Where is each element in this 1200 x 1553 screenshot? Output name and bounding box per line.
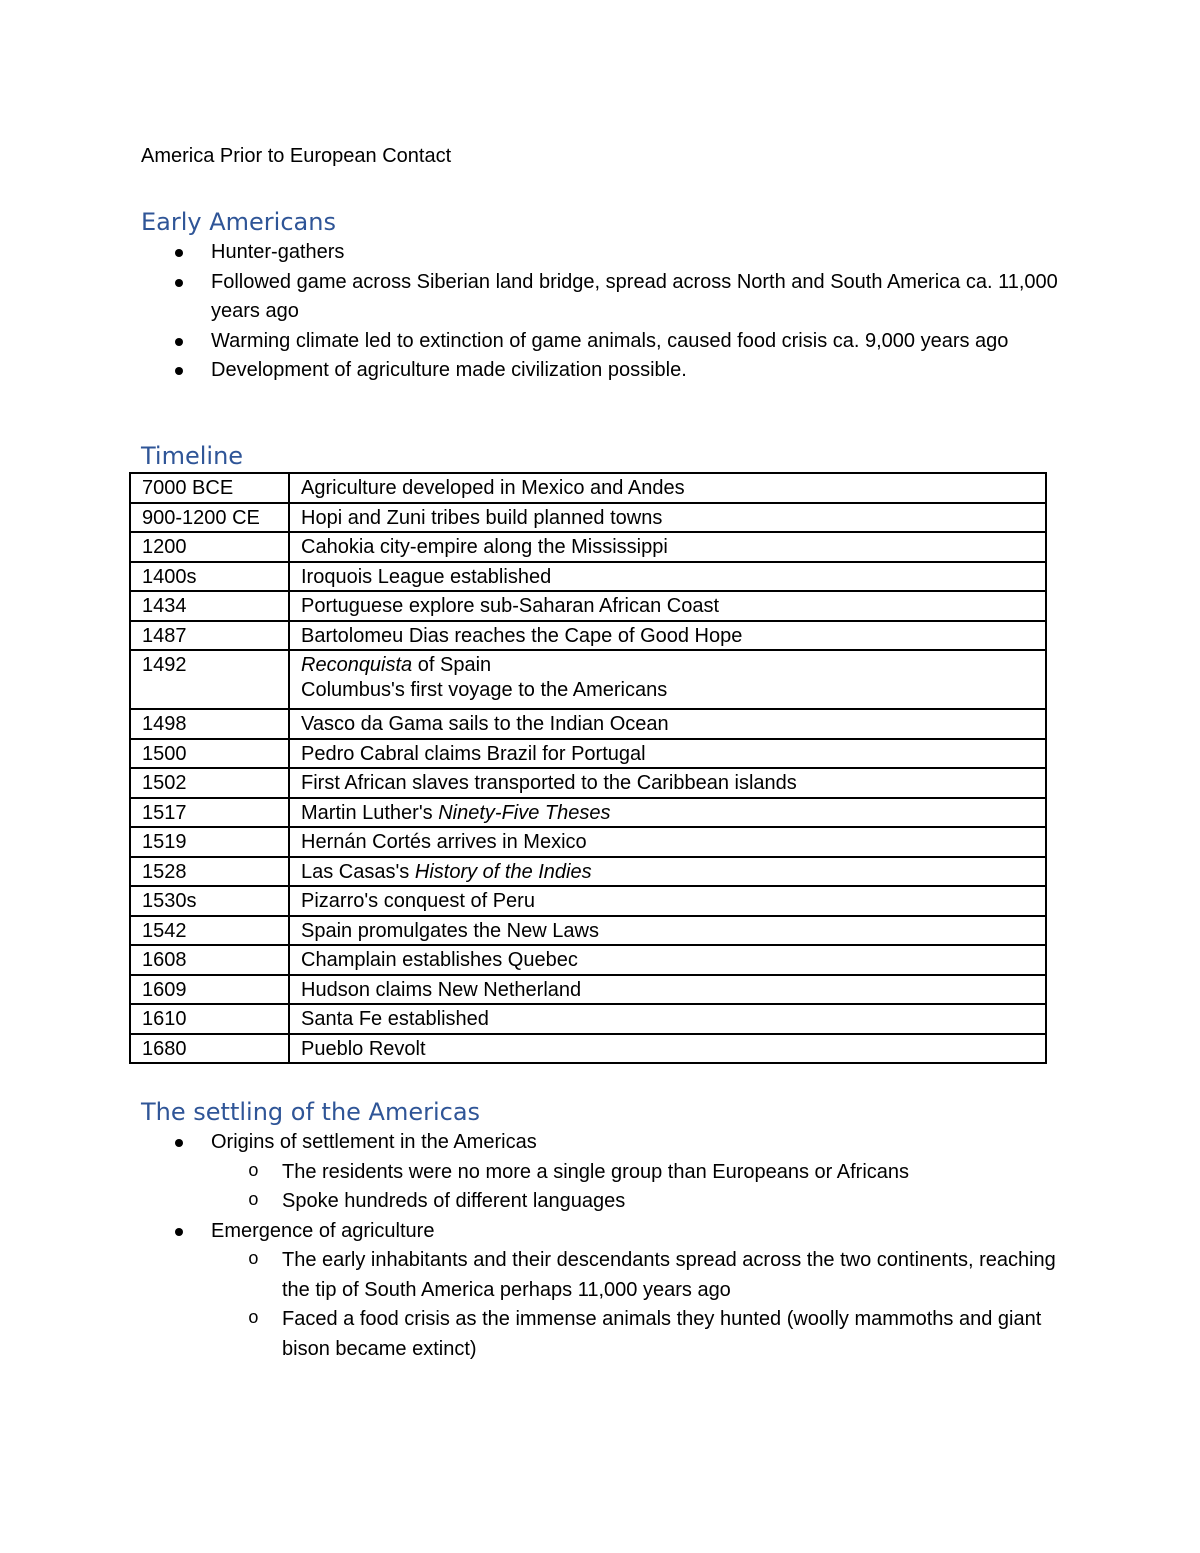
list-item: Hunter-gathers	[141, 238, 1061, 268]
timeline-event: Champlain establishes Quebec	[289, 945, 1046, 975]
table-row	[130, 621, 1046, 651]
list-item: Warming climate led to extinction of game animals, caused food crisis ca. 9,000 years ago	[141, 327, 1061, 357]
table-row	[130, 768, 1046, 798]
table-row	[130, 975, 1046, 1005]
table-row	[130, 503, 1046, 533]
table-row	[130, 709, 1046, 739]
event-text: Martin Luther's	[301, 801, 439, 824]
settling-list	[141, 1128, 1061, 1364]
heading-early-americans: Early Americans	[141, 208, 336, 236]
timeline-year: 900-1200 CE	[130, 503, 289, 533]
timeline-event: Hopi and Zuni tribes build planned towns	[289, 503, 1046, 533]
timeline-event: Spain promulgates the New Laws	[289, 916, 1046, 946]
timeline-event: Pizarro's conquest of Peru	[289, 886, 1046, 916]
event-text: Las Casas's	[301, 860, 415, 883]
early-americans-list	[141, 238, 1061, 386]
timeline-year: 1608	[130, 945, 289, 975]
sub-list-item: o The early inhabitants and their descendants spread across the two continents, reaching the tip of South America perhaps 11,000 years ago	[141, 1246, 1061, 1305]
timeline-year: 1680	[130, 1034, 289, 1064]
table-row	[130, 857, 1046, 887]
timeline-event	[289, 650, 1046, 709]
timeline-event: Bartolomeu Dias reaches the Cape of Good Hope	[289, 621, 1046, 651]
table-row	[130, 1034, 1046, 1064]
document-title: America Prior to European Contact	[141, 145, 452, 167]
table-row	[130, 916, 1046, 946]
list-item: Emergence of agriculture	[141, 1217, 1061, 1247]
table-row	[130, 591, 1046, 621]
table-row	[130, 473, 1046, 503]
timeline-event: Pedro Cabral claims Brazil for Portugal	[289, 739, 1046, 769]
timeline-event: Iroquois League established	[289, 562, 1046, 592]
timeline-event: Portuguese explore sub-Saharan African Coast	[289, 591, 1046, 621]
timeline-year: 1502	[130, 768, 289, 798]
timeline-event: Hudson claims New Netherland	[289, 975, 1046, 1005]
event-text: of Spain	[412, 654, 492, 676]
event-italic-title: Reconquista	[301, 654, 413, 676]
timeline-year: 1400s	[130, 562, 289, 592]
timeline-year: 1517	[130, 798, 289, 828]
timeline-year: 1519	[130, 827, 289, 857]
timeline-year: 7000 BCE	[130, 473, 289, 503]
event-italic-title: Ninety-Five Theses	[438, 801, 611, 824]
list-item: Origins of settlement in the Americas	[141, 1128, 1061, 1158]
timeline-year: 1609	[130, 975, 289, 1005]
event-text: Columbus's first voyage to the Americans	[301, 679, 668, 701]
timeline-year: 1542	[130, 916, 289, 946]
timeline-year: 1200	[130, 532, 289, 562]
timeline-event: Vasco da Gama sails to the Indian Ocean	[289, 709, 1046, 739]
table-row	[130, 945, 1046, 975]
heading-timeline: Timeline	[141, 442, 244, 470]
timeline-event: Hernán Cortés arrives in Mexico	[289, 827, 1046, 857]
event-italic-title: History of the Indies	[414, 860, 592, 883]
timeline-year: 1434	[130, 591, 289, 621]
timeline-year: 1487	[130, 621, 289, 651]
table-row	[130, 739, 1046, 769]
timeline-event	[289, 857, 1046, 887]
timeline-year: 1530s	[130, 886, 289, 916]
table-row	[130, 532, 1046, 562]
timeline-year: 1500	[130, 739, 289, 769]
timeline-year: 1610	[130, 1004, 289, 1034]
sub-list-item: o The residents were no more a single group than Europeans or Africans	[141, 1158, 1061, 1188]
sub-list-item: o Faced a food crisis as the immense animals they hunted (woolly mammoths and giant bison became extinct)	[141, 1305, 1061, 1364]
table-row	[130, 886, 1046, 916]
timeline-event: Pueblo Revolt	[289, 1034, 1046, 1064]
table-row	[130, 650, 1046, 709]
timeline-event: Cahokia city-empire along the Mississippi	[289, 532, 1046, 562]
table-row	[130, 562, 1046, 592]
table-row	[130, 827, 1046, 857]
timeline-event: First African slaves transported to the Caribbean islands	[289, 768, 1046, 798]
heading-settling: The settling of the Americas	[141, 1098, 481, 1126]
list-item: Development of agriculture made civilization possible.	[141, 356, 1061, 386]
list-item: Followed game across Siberian land bridge, spread across North and South America ca. 11,000 years ago	[141, 268, 1061, 327]
timeline-year: 1492	[130, 650, 289, 709]
timeline-event	[289, 798, 1046, 828]
sub-list-item: o Spoke hundreds of different languages	[141, 1187, 1061, 1217]
timeline-year: 1498	[130, 709, 289, 739]
timeline-year: 1528	[130, 857, 289, 887]
table-row	[130, 798, 1046, 828]
timeline-table	[129, 472, 1047, 1064]
table-row	[130, 1004, 1046, 1034]
timeline-event: Santa Fe established	[289, 1004, 1046, 1034]
timeline-event: Agriculture developed in Mexico and Andes	[289, 473, 1046, 503]
